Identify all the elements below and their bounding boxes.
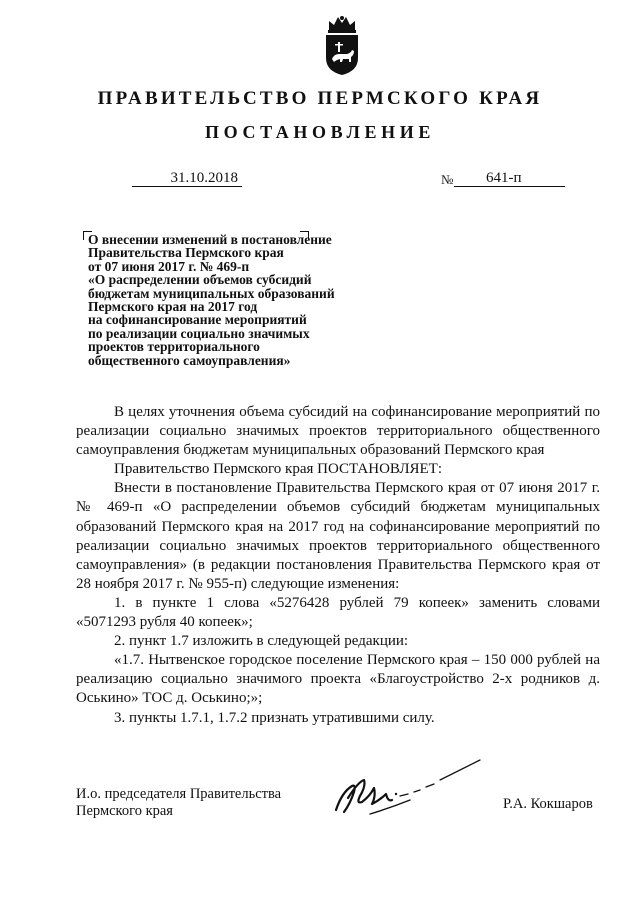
subject-line: общественного самоуправления» (88, 352, 291, 368)
subject-line: Правительства Пермского края (88, 245, 284, 261)
perm-krai-coat-of-arms-icon (321, 14, 363, 76)
body-paragraph: Внести в постановление Правительства Пермского края от 07 июня 2017 г. № 469-п «О распределении объемов субсидий бюджетам муниципальных образований Пермского края на 2017 год на софинансирование мероприятий по реализации социально значимых проектов территориального общественного самоуправления» (в редакции постановления Правительства Пермского края от 28 ноября 2017 г. № 955-п) следующие изменения: (76, 480, 600, 592)
body-paragraph: «1.7. Нытвенское городское поселение Пермского края – 150 000 рублей на реализацию социально значимого проекта «Благоустройство 2-х родников д. Оськино» ТОС д. Оськино;»; (76, 652, 600, 707)
signatory-position (76, 786, 281, 820)
body-paragraph: 2. пункт 1.7 изложить в следующей редакции: (114, 633, 409, 650)
number-label: № (441, 172, 454, 187)
subject-line: бюджетам муниципальных образований (88, 285, 335, 301)
subject-line: на софинансирование мероприятий (88, 312, 307, 328)
subject-block (88, 233, 408, 367)
body-paragraph: Правительство Пермского края ПОСТАНОВЛЯЕТ: (114, 461, 443, 478)
signatory-position-line: Пермского края (76, 803, 173, 819)
document-number: 641-п (454, 170, 565, 187)
document-type: ПОСТАНОВЛЕНИЕ (205, 122, 435, 142)
document-date: 31.10.2018 (132, 170, 242, 187)
body-paragraph: В целях уточнения объема субсидий на софинансирование мероприятий по реализации социально значимых проектов территориального общественного самоуправления бюджетам муниципальных образований Пермского края (76, 404, 600, 459)
subject-line: «О распределении объемов субсидий (88, 272, 312, 288)
handwritten-signature-icon (330, 752, 490, 822)
organization-title: ПРАВИТЕЛЬСТВО ПЕРМСКОГО КРАЯ (97, 88, 543, 109)
subject-line: Пермского края на 2017 год (88, 299, 258, 315)
subject-line: по реализации социально значимых (88, 325, 310, 341)
subject-line: проектов территориального (88, 339, 260, 355)
signatory-name: Р.А. Кокшаров (503, 796, 593, 812)
signatory-position-line: И.о. председателя Правительства (76, 786, 282, 802)
subject-line: от 07 июня 2017 г. № 469-п (88, 258, 250, 274)
body-paragraph: 3. пункты 1.7.1, 1.7.2 признать утратившими силу. (114, 709, 435, 726)
subject-line: О внесении изменений в постановление (88, 232, 332, 247)
body-paragraph: 1. в пункте 1 слова «5276428 рублей 79 копеек» заменить словами «5071293 рубля 40 копеек»; (76, 594, 600, 631)
document-body (76, 403, 600, 728)
